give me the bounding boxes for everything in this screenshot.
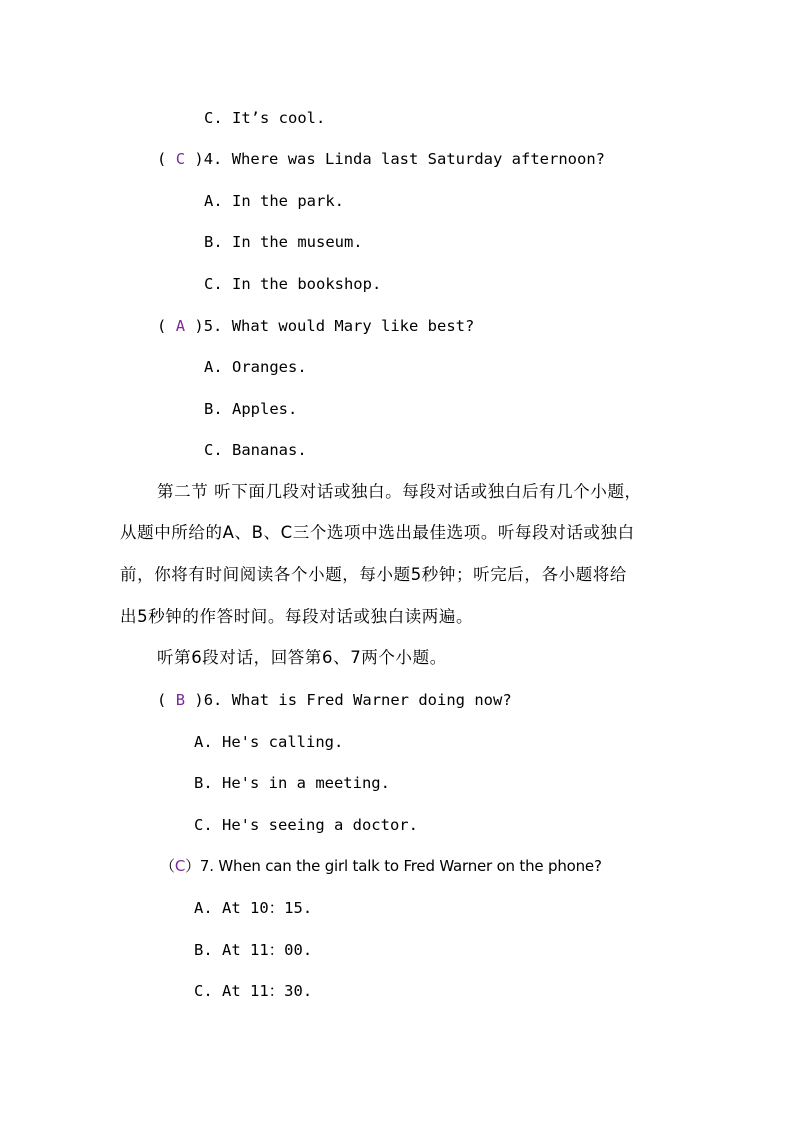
question-5 — [157, 314, 474, 338]
q7-option-a: A. At 10：15. — [194, 899, 313, 917]
answer-key: B — [175, 691, 186, 709]
answer-paren-close: ） — [185, 857, 200, 875]
answer-paren-open: ( — [157, 150, 167, 168]
answer-paren-close: ) — [194, 150, 204, 168]
question-4 — [157, 147, 605, 171]
q7-option-c: C. At 11：30. — [194, 982, 313, 1000]
answer-paren-open: （ — [160, 857, 175, 875]
question-6 — [157, 688, 512, 712]
section2-line-2: 从题中所给的A、B、C三个选项中选出最佳选项。听每段对话或独白 — [120, 523, 635, 542]
answer-paren-open: ( — [157, 317, 167, 335]
q5-option-c: C. Bananas. — [204, 441, 307, 459]
answer-paren-open: ( — [157, 691, 167, 709]
q4-option-b: B. In the museum. — [204, 233, 363, 251]
section2-line-1: 第二节 听下面几段对话或独白。每段对话或独白后有几个小题， — [157, 482, 642, 501]
question-text: 7. When can the girl talk to Fred Warner on the phone? — [199, 857, 602, 875]
section2-line-3: 前，你将有时间阅读各个小题，每小题5秒钟；听完后，各小题将给 — [120, 565, 627, 584]
q6-option-a: A. He's calling. — [194, 733, 344, 751]
section2-instruction: 听第6段对话，回答第6、7两个小题。 — [157, 648, 447, 667]
answer-key: C — [174, 857, 186, 875]
question-text: 5. What would Mary like best? — [203, 317, 475, 335]
q5-option-a: A. Oranges. — [204, 358, 307, 376]
q7-option-b: B. At 11：00. — [194, 941, 313, 959]
q3-option-c: C. It’s cool. — [204, 109, 326, 127]
q4-option-c: C. In the bookshop. — [204, 275, 382, 293]
answer-paren-close: ) — [194, 317, 204, 335]
q4-option-a: A. In the park. — [204, 192, 344, 210]
answer-key: C — [175, 150, 186, 168]
q6-option-c: C. He's seeing a doctor. — [194, 816, 418, 834]
q6-option-b: B. He's in a meeting. — [194, 774, 390, 792]
question-7 — [160, 854, 602, 878]
section2-line-4: 出5秒钟的作答时间。每段对话或独白读两遍。 — [120, 607, 474, 626]
q5-option-b: B. Apples. — [204, 400, 298, 418]
question-text: 4. Where was Linda last Saturday afternoon? — [203, 150, 605, 168]
answer-paren-close: ) — [194, 691, 204, 709]
answer-key: A — [175, 317, 186, 335]
question-text: 6. What is Fred Warner doing now? — [203, 691, 512, 709]
